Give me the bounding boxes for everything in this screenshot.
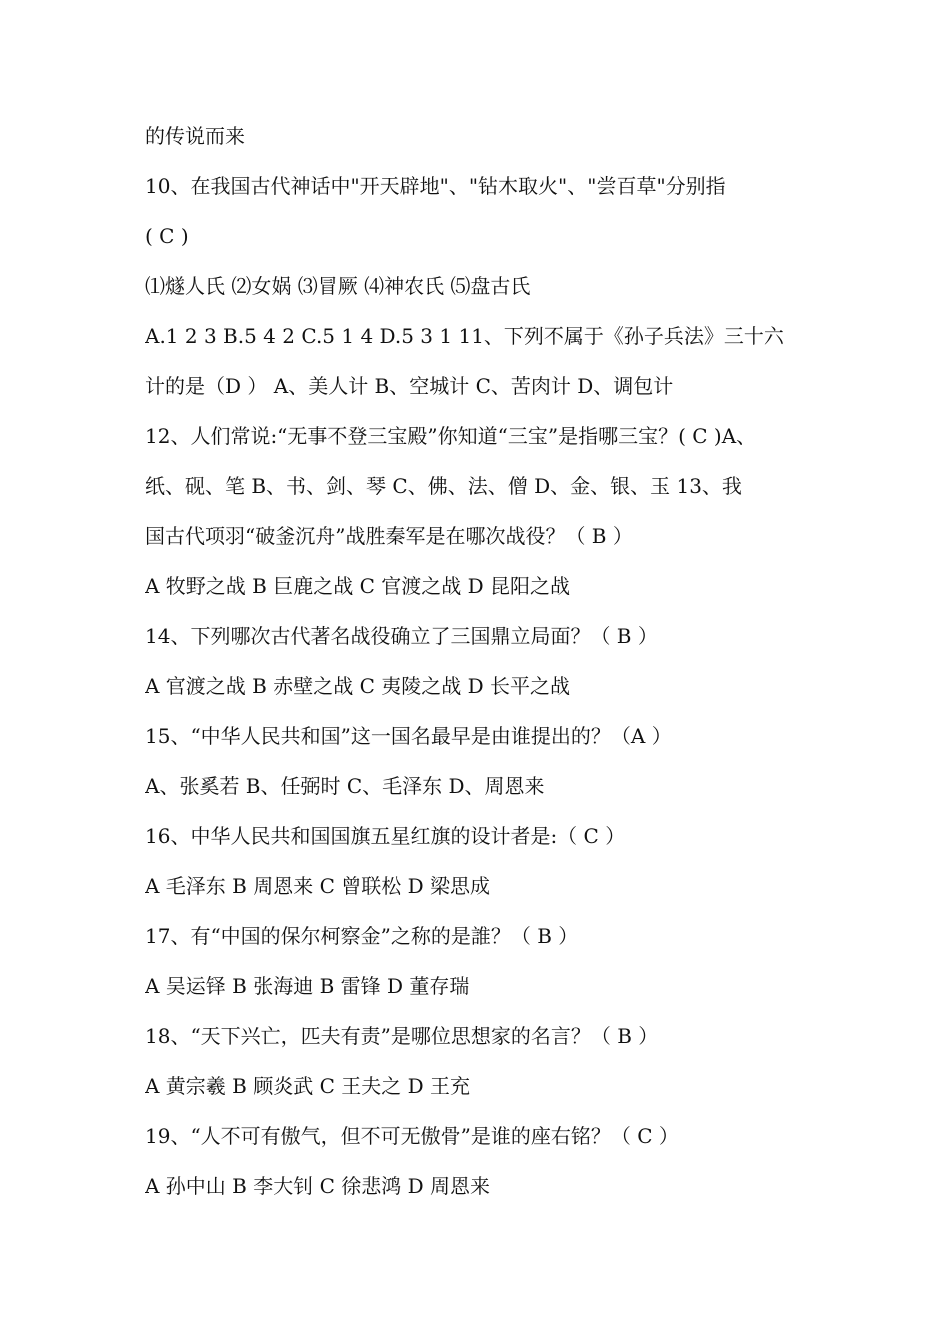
choices-19: A 孙中山 B 李大钊 C 徐悲鸿 D 周恩来 <box>145 1174 490 1198</box>
question-16: 16、中华人民共和国国旗五星红旗的设计者是:（ C ） <box>145 824 626 848</box>
choices-16: A 毛泽东 B 周恩来 C 曾联松 D 梁思成 <box>145 874 490 898</box>
question-17: 17、有“中国的保尔柯察金”之称的是誰？（ B ） <box>145 924 579 948</box>
question-10: 10、在我国古代神话中"开天辟地"、"钻木取火"、"尝百草"分别指 <box>145 174 726 198</box>
choices-12-question-13: 纸、砚、笔 B、书、剑、琴 C、佛、法、僧 D、金、银、玉 13、我 <box>145 474 742 498</box>
question-15: 15、“中华人民共和国”这一国名最早是由谁提出的？（A ） <box>145 724 672 748</box>
question-18: 18、“天下兴亡，匹夫有责”是哪位思想家的名言？（ B ） <box>145 1024 659 1048</box>
question-12: 12、人们常说:“无事不登三宝殿”你知道“三宝”是指哪三宝？( C )A、 <box>145 424 757 448</box>
choices-15: A、张奚若 B、任弼时 C、毛泽东 D、周恩来 <box>145 774 545 798</box>
choices-13: A 牧野之战 B 巨鹿之战 C 官渡之战 D 昆阳之战 <box>145 574 570 598</box>
choices-11: 计的是（D ） A、美人计 B、空城计 C、苦肉计 D、调包计 <box>145 374 674 398</box>
choices-17: A 吴运铎 B 张海迪 B 雷锋 D 董存瑞 <box>145 974 470 998</box>
question-13: 国古代项羽“破釜沉舟”战胜秦军是在哪次战役？（ B ） <box>145 524 633 548</box>
choices-18: A 黄宗羲 B 顾炎武 C 王夫之 D 王充 <box>145 1074 470 1098</box>
options-10: ⑴燧人氏 ⑵女娲 ⑶冒厥 ⑷神农氏 ⑸盘古氏 <box>145 274 531 298</box>
answer-10: ( C ) <box>145 224 189 248</box>
question-19: 19、“人不可有傲气，但不可无傲骨”是谁的座右铭？（ C ） <box>145 1124 679 1148</box>
choices-14: A 官渡之战 B 赤壁之战 C 夷陵之战 D 长平之战 <box>145 674 570 698</box>
choices-10-question-11: A.1 2 3 B.5 4 2 C.5 1 4 D.5 3 1 11、下列不属于《孙子兵法》三十六 <box>145 324 784 348</box>
question-14: 14、下列哪次古代著名战役确立了三国鼎立局面？（ B ） <box>145 624 658 648</box>
text-line: 的传说而来 <box>145 124 245 148</box>
